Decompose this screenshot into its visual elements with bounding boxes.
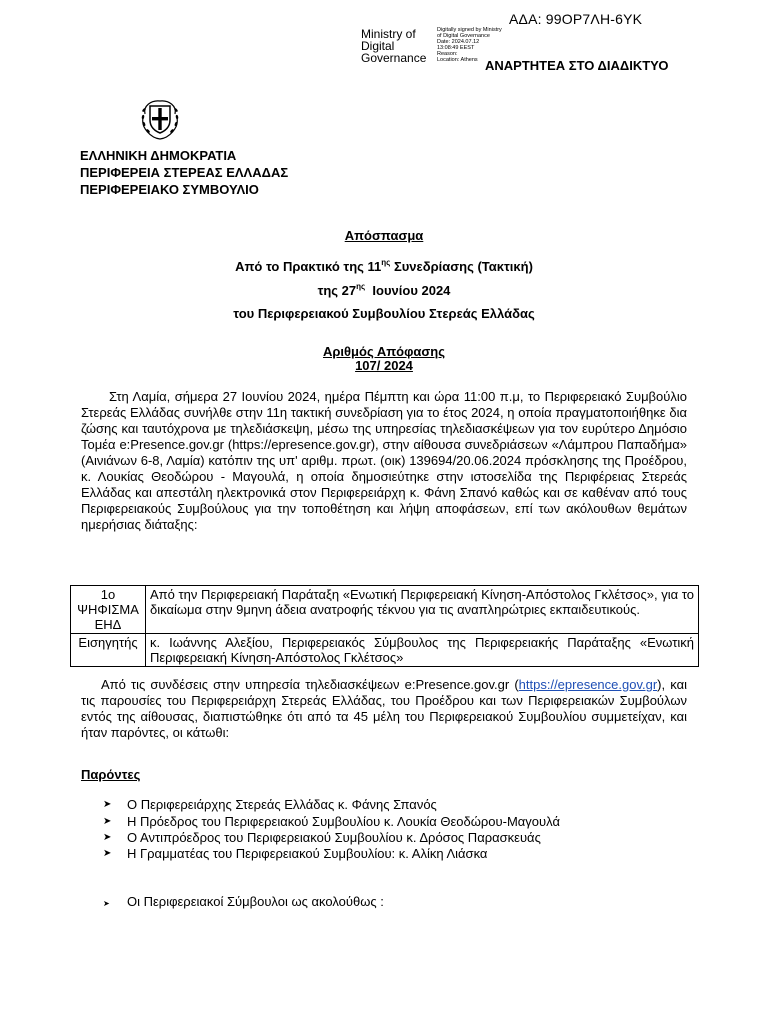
minutes-line-council: του Περιφερειακού Συμβουλίου Στερεάς Ελλάδας xyxy=(233,306,535,321)
topic-label-cell xyxy=(71,586,146,634)
signature-line: Reason: xyxy=(437,51,458,57)
ordinal-suffix: ης xyxy=(356,282,366,291)
authority-line: ΕΛΛΗΝΙΚΗ ΔΗΜΟΚΡΑΤΙΑ xyxy=(80,148,237,163)
attendance-paragraph xyxy=(81,677,687,741)
decision-number: 107/ 2024 xyxy=(355,358,413,373)
epresence-link[interactable]: https://epresence.gov.gr xyxy=(518,677,658,692)
ministry-label xyxy=(361,28,426,64)
arrowhead-bullet-icon: ➤ xyxy=(103,799,112,810)
attendance-text-end: ), και τις παρουσίες του Περιφερειάρχη Στερεάς Ελλάδας, του Προέδρου και των Περιφερειακών Συμβούλων εντός της αίθουσας, διαπιστώθηκε ότι από τα 45 μέλη του Περιφερειακού Συμβουλίου συμμετείχαν, και ήταν παρόντες, οι κάτωθι: xyxy=(81,677,687,740)
list-item-text: Ο Αντιπρόεδρος του Περιφερειακού Συμβουλίου κ. Δρόσος Παρασκευάς xyxy=(127,830,541,845)
decision-number-label: Αριθμός Απόφασης xyxy=(322,344,446,359)
arrowhead-bullet-icon: ➤ xyxy=(103,848,112,859)
attendance-text-start: Από τις συνδέσεις στην υπηρεσία τηλεδιασκέψεων e:Presence.gov.gr ( xyxy=(101,677,519,692)
issuing-authority xyxy=(80,147,288,198)
present-heading: Παρόντες xyxy=(81,767,141,782)
table-row xyxy=(71,586,699,634)
list-item xyxy=(103,894,384,909)
table-row xyxy=(71,634,699,667)
list-item-text: Ο Περιφερειάρχης Στερεάς Ελλάδας κ. Φάνης Σπανός xyxy=(127,797,437,812)
list-item xyxy=(103,814,560,830)
rapporteur-label-cell: Εισηγητής xyxy=(71,634,146,667)
present-list xyxy=(103,797,560,862)
signature-line: 13:08:49 EEST xyxy=(437,45,475,51)
councillors-intro: Οι Περιφερειακοί Σύμβουλοι ως ακολούθως : xyxy=(127,894,384,909)
posted-online-label: ΑΝΑΡΤΗΤΕΑ ΣΤΟ ΔΙΑΔΙΚΤΥΟ xyxy=(485,58,669,73)
ministry-line: Governance xyxy=(361,51,427,65)
greek-coat-of-arms-icon xyxy=(135,92,185,142)
list-item xyxy=(103,830,560,846)
intro-paragraph: Στη Λαμία, σήμερα 27 Ιουνίου 2024, ημέρα Πέμπτη και ώρα 11:00 π.μ, το Περιφερειακό Συμβούλιο Στερεάς Ελλάδας συνήλθε στην 11η τακτική συνεδρίαση για το έτος 2024, η οποία πραγματοποιήθηκε δια ζώσης και ταυτόχρονα με τηλεδιάσκεψη, μέσω της υπηρεσίας τηλεδιασκέψεων για τον ευρύτερο Δημόσιο Τομέα e:Presence.gov.gr (https://epresence.gov.gr), στην αίθουσα συνεδριάσεων «Λάμπρου Παπαδήμα» (Αινιάνων 6-8, Λαμία) κατόπιν της υπ' αριθμ. πρωτ. (οικ) 139694/20.06.2024 πρόσκλησης της Προέδρου, κ. Λουκίας Θεοδώρου - Μαγουλά, η οποία δημοσιεύτηκε στην ιστοσελίδα της Περιφέρειας Στερεάς Ελλάδας και απεστάλη ηλεκτρονικά στον Περιφερειάρχη κ. Φάνη Σπανό καθώς και σε καθέναν από τους Περιφερειακούς Συμβούλους για την τοποθέτηση και λήψη αποφάσεων, επί των ακόλουθων θεμάτων ημερήσιας διάταξης: xyxy=(81,389,687,532)
rapporteur-cell: κ. Ιωάννης Αλεξίου, Περιφερειακός Σύμβουλος της Περιφερειακής Παράταξης «Ενωτική Περιφερειακή Κίνηση-Απόστολος Γκλέτσος» xyxy=(146,634,699,667)
arrowhead-bullet-icon: ➤ xyxy=(103,899,110,908)
date-month-year: Ιουνίου 2024 xyxy=(365,283,451,298)
topic-description-cell: Από την Περιφερειακή Παράταξη «Ενωτική Περιφερειακή Κίνηση-Απόστολος Γκλέτσος», για το δικαίωμα στην 9μηνη άδεια ανατροφής τέκνου για τις αναπληρώτριες εκπαιδευτικούς. xyxy=(146,586,699,634)
topic-label-line: 1ο xyxy=(100,587,116,602)
authority-line: ΠΕΡΙΦΕΡΕΙΑΚΟ ΣΥΜΒΟΥΛΙΟ xyxy=(80,182,259,197)
arrowhead-bullet-icon: ➤ xyxy=(103,816,112,827)
signature-line: Digitally signed by Ministry xyxy=(437,27,502,33)
ministry-line: Ministry of xyxy=(361,27,416,41)
ordinal-suffix: ης xyxy=(381,258,391,267)
list-item xyxy=(103,797,560,813)
session-text: Από το Πρακτικό της 11 xyxy=(235,259,382,274)
signature-line: Date: 2024.07.12 xyxy=(437,39,480,45)
arrowhead-bullet-icon: ➤ xyxy=(103,832,112,843)
list-item xyxy=(103,846,560,862)
minutes-line-date xyxy=(0,283,768,298)
agenda-topic-table xyxy=(70,585,699,667)
ministry-line: Digital xyxy=(361,39,395,53)
minutes-line-session xyxy=(0,259,768,274)
session-type: Συνεδρίασης (Τακτική) xyxy=(393,259,533,274)
topic-label-line: ΨΗΦΙΣΜΑ xyxy=(77,602,139,617)
ada-code: ΑΔΑ: 99ΟΡ7ΛΗ-6ΥΚ xyxy=(509,11,643,27)
signature-line: of Digital Governance xyxy=(437,33,490,39)
topic-label-line: ΕΗΔ xyxy=(94,617,122,632)
document-type-heading: Απόσπασμα xyxy=(344,228,424,243)
authority-line: ΠΕΡΙΦΕΡΕΙΑ ΣΤΕΡΕΑΣ ΕΛΛΑΔΑΣ xyxy=(80,165,289,180)
list-item-text: Η Πρόεδρος του Περιφερειακού Συμβουλίου κ. Λουκία Θεοδώρου-Μαγουλά xyxy=(127,814,560,829)
list-item-text: Η Γραμματέας του Περιφερειακού Συμβουλίου: κ. Αλίκη Λιάσκα xyxy=(127,846,488,861)
signature-line: Location: Athens xyxy=(437,57,478,63)
date-day: της 27 xyxy=(317,283,357,298)
